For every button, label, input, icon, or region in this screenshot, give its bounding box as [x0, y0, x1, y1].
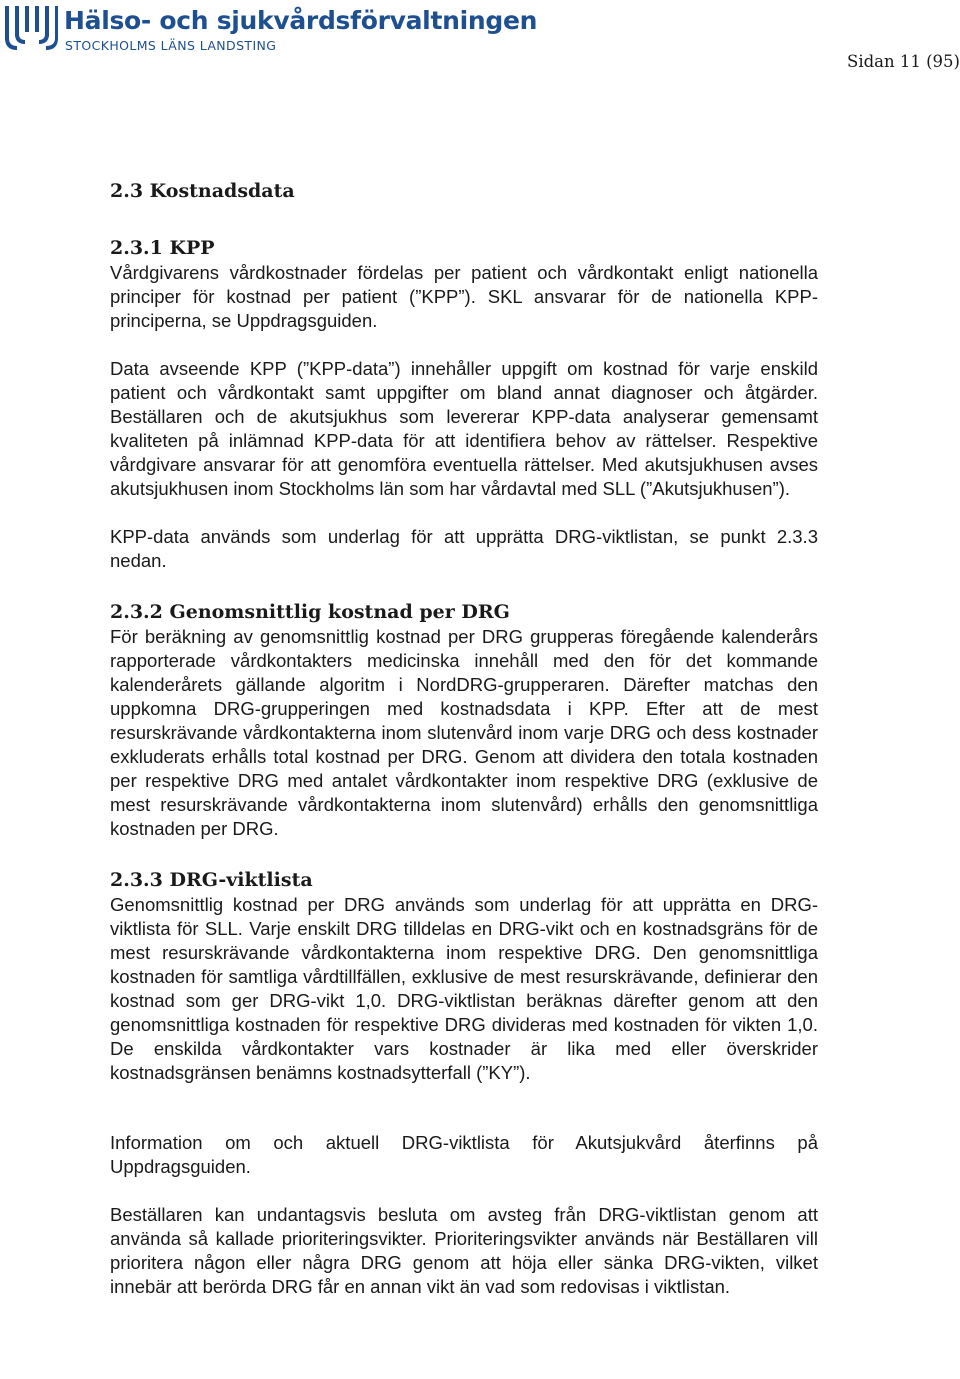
organization-subtitle: STOCKHOLMS LÄNS LANDSTING	[65, 38, 277, 53]
subsection-heading-avg-cost: 2.3.2 Genomsnittlig kostnad per DRG	[110, 601, 510, 623]
avg-cost-paragraph: För beräkning av genomsnittlig kostnad per DRG grupperas föregående kalenderårs rapporterade vårdkontakters medicinska innehåll med den för det kommande kalenderårets gällande algoritm i NordDRG-grupperaren. Därefter matchas den uppkomna DRG-grupperingen med kostnadsdata i KPP. Efter att de mest resurskrävande vårdkontakterna inom slutenvård inom varje DRG och dess kostnader exkluderats erhålls total kostnad per DRG. Genom att dividera den totala kostnaden per respektive DRG med antalet vårdkontakter inom respektive DRG (exklusive de mest resurskrävande vårdkontakterna inom slutenvård) erhålls den genomsnittliga kostnaden per DRG.	[110, 626, 818, 839]
subsection-heading-weights: 2.3.3 DRG-viktlista	[110, 869, 313, 891]
weights-paragraph-1: Genomsnittlig kostnad per DRG används som underlag för att upprätta en DRG-viktlista för SLL. Varje enskilt DRG tilldelas en DRG-vikt och en kostnadsgräns för de mest resurskrävande vårdkontakterna inom respektive DRG. Den genomsnittliga kostnaden för samtliga vårdtillfällen, exklusive de mest resurskrävande, definierar den kostnad som ger DRG-vikt 1,0. DRG-viktlistan beräknas därefter genom att den genomsnittliga kostnaden för respektive DRG divideras med kostnaden för vikten 1,0. De enskilda vårdkontakter vars kostnader är lika med eller överskrider kostnadsgränsen benämns kostnadsytterfall (”KY”).	[110, 894, 818, 1083]
subsection-heading-kpp: 2.3.1 KPP	[110, 237, 215, 259]
document-body	[110, 178, 818, 1299]
kpp-paragraph-1: Vårdgivarens vårdkostnader fördelas per patient och vårdkontakt enligt nationella principer för kostnad per patient (”KPP”). SKL ansvarar för de nationella KPP-principerna, se Uppdragsguiden.	[110, 262, 818, 331]
page-number: Sidan 11 (95)	[847, 52, 960, 71]
kpp-paragraph-3: KPP-data används som underlag för att upprätta DRG-viktlistan, se punkt 2.3.3 nedan.	[110, 526, 818, 571]
organization-name: Hälso- och sjukvårdsförvaltningen	[64, 6, 538, 35]
weights-paragraph-2: Information om och aktuell DRG-viktlista för Akutsjukvård återfinns på Uppdragsguiden.	[110, 1132, 818, 1177]
kpp-paragraph-2: Data avseende KPP (”KPP-data”) innehåller uppgift om kostnad för varje enskild patient och vårdkontakt samt uppgifter om bland annat diagnoser och åtgärder. Beställaren och de akutsjukhus som levererar KPP-data analyserar gemensamt kvaliteten på inlämnad KPP-data för att identifiera behov av rättelser. Respektive vårdgivare ansvarar för att genomföra eventuella rättelser. Med akutsjukhusen avses akutsjukhusen inom Stockholms län som har vårdavtal med SLL (”Akutsjukhusen”).	[110, 358, 818, 499]
weights-paragraph-3: Beställaren kan undantagsvis besluta om avsteg från DRG-viktlistan genom att använda så kallade prioriteringsvikter. Prioriteringsvikter används när Beställaren vill prioritera någon eller några DRG genom att höja eller sänka DRG-vikten, vilket innebär att berörda DRG får en annan vikt än vad som redovisas i viktlistan.	[110, 1204, 818, 1297]
landsting-logo	[2, 4, 58, 54]
page-header	[0, 0, 960, 71]
section-heading: 2.3 Kostnadsdata	[110, 180, 295, 202]
